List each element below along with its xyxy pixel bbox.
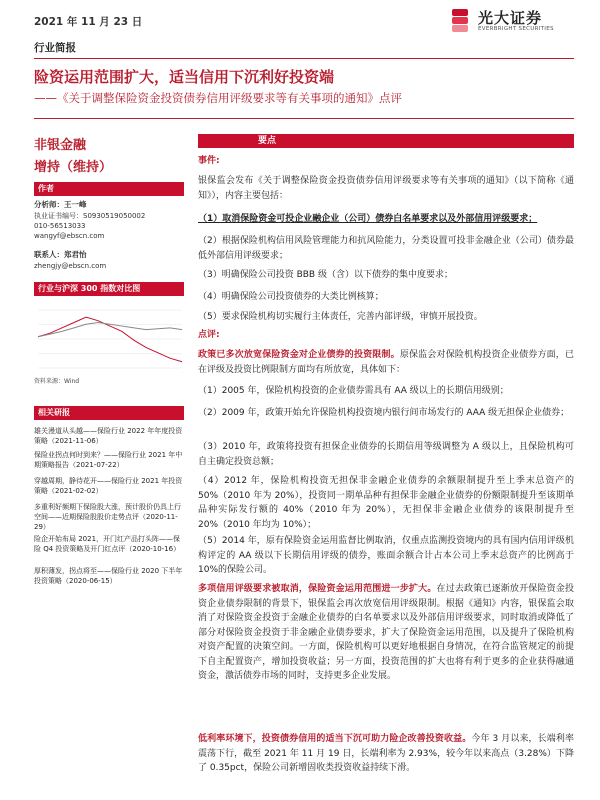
paragraph-2-lead: 多项信用评级要求被取消，保险资金运用范围进一步扩大。	[198, 584, 437, 594]
author-header: 作者	[34, 182, 184, 196]
analyst-license: 执业证书编号：S0930519050002	[34, 212, 146, 220]
event-item: （3）明确保险公司投资 BBB 级（含）以下债券的集中度要求；	[198, 270, 453, 280]
report-category: 行业简报	[34, 42, 76, 54]
event-item: （5）要求保险机构切实履行主体责任，完善内部评级，审慎开展投资。	[198, 312, 483, 322]
related-report[interactable]: 雄关漫道从头越——保险行业 2022 年年度投资策略（2021-11-06）	[34, 427, 183, 445]
chart-source: 资料来源：Wind	[34, 378, 80, 385]
contact-email[interactable]: zhengjy@ebscn.com	[34, 262, 107, 270]
page-subtitle: ——《关于调整保险资金投资债券信用评级要求等有关事项的通知》点评	[34, 91, 402, 105]
analyst-phone: 010-56513033	[34, 222, 86, 230]
paragraph-3-lead: 低利率环境下，投资债券信用的适当下沉可助力险企改善投资收益。	[198, 734, 472, 744]
paragraph-1	[198, 348, 574, 377]
paragraph-2-body: 在过去政策已逐渐放开保险资金投资企业债券限制的背景下，银保监会再次放宽信用评级限制。根据《通知》内容，银保监会取消了对保险资金投资于金融企业债券的白名单要求以及外部信用评级要求，同时取消或降低了部分对保险资金投资于非金融企业债券要求，扩大了保险资金运用范围，以及提升了保险机构对资产配置的决策空间。一方面，保险机构可以更好地根据自身情况，在符合监管规定的前提下自主配置资产，增加投资收益；另一方面，投资范围的扩大也将有利于更多的企业获得融通资金，激活债券市场的同时，支持更多企业发展。	[198, 584, 574, 681]
analyst-email[interactable]: wangyf@ebscn.com	[34, 232, 105, 240]
sector-label: 非银金融	[34, 138, 87, 153]
page-title: 险资运用范围扩大，适当信用下沉利好投资端	[34, 68, 335, 86]
event-label: 事件:	[198, 156, 220, 166]
logo-name-en: EVERBRIGHT SECURITIES	[478, 26, 554, 32]
paragraph-2	[198, 582, 574, 684]
industry-index-chart	[34, 306, 186, 374]
history-item: （4）2012 年，保险机构投资无担保非金融企业债券的余额限制提升至上季末总资产的 50%（2010 年为 20%），投资同一期单品种有担保非金融企业债券的份额限制提升至该期单品种实际发行额的 40%（2010 年为 20%），无担保非金融企业债券的该限制提升至 20%（2010 年均为 10%）；	[198, 476, 574, 530]
header-divider	[34, 58, 574, 59]
paragraph-1-body: 原保监会对保险机构投资企业债券方面，已在评级及投资比例限制方面均有所放宽，具体如下：	[198, 350, 574, 375]
report-date: 2021 年 11 月 23 日	[34, 16, 143, 28]
analyst-name: 分析师：王一峰	[34, 200, 87, 209]
chart-header: 行业与沪深 300 指数对比图	[34, 282, 184, 296]
paragraph-3-body: 今年 3 月以来，长端利率震荡下行，截至 2021 年 11 月 19 日，长端利率为 2.93%，较今年以来高点（3.28%）下降了 0.35pct，保险公司新增固收类投资收益持续下滑。	[198, 734, 574, 773]
related-report[interactable]: 穿越周期，静待花开——保险行业 2021 年投资策略（2021-02-02）	[34, 477, 183, 495]
event-item: （4）明确保险公司投资债券的大类比例核算；	[198, 292, 384, 302]
company-logo	[452, 6, 572, 36]
event-intro: 银保监会发布《关于调整保险资金投资债券信用评级要求等有关事项的通知》（以下简称《通知》），内容主要包括：	[198, 176, 574, 201]
related-report[interactable]: 险企开始布局 2021，开门红产品打头阵——保险 Q4 投资策略及开门红点评（2020-10-16）	[34, 535, 181, 553]
history-item: （1）2005 年，保险机构投资的企业债券需具有 AA 级以上的长期信用级别；	[198, 386, 509, 396]
contact-name: 联系人：郑君怡	[34, 250, 87, 259]
history-item: （3）2010 年，政策将投资有担保企业债券的长期信用等级调整为 A 级以上，且保险机构可自主确定投资总额；	[198, 442, 574, 467]
related-reports-header: 相关研报	[34, 406, 184, 420]
logo-mark-icon	[452, 9, 472, 33]
key-points-header: 要点	[198, 134, 574, 148]
related-report[interactable]: 厚积薄发，拐点将至——保险行业 2020 下半年投资策略（2020-06-15）	[34, 567, 183, 585]
logo-name: 光大证券	[478, 9, 543, 27]
rating-label: 增持（维持）	[34, 160, 113, 175]
history-item: （2）2009 年，政策开始允许保险机构投资境内银行间市场发行的 AAA 级无担保企业债券；	[198, 408, 570, 418]
history-item: （5）2014 年，原有保险资金运用监督比例取消，仅重点监测投资境内的具有国内信用评级机构评定的 AA 级以下长期信用评级的债券，账面余额合计占本公司上季末总资产的比例高于 10%的保险公司。	[198, 536, 574, 575]
title-divider	[34, 118, 574, 119]
paragraph-3	[198, 732, 574, 776]
event-item: （2）根据保险机构信用风险管理能力和抗风险能力，分类设置可投非金融企业（公司）债券最低外部信用评级要求；	[198, 236, 574, 261]
event-item: （1）取消保险资金可投企业融企业（公司）债券白名单要求以及外部信用评级要求；	[198, 214, 538, 224]
related-report[interactable]: 保险业拐点何时到来？——保险行业 2021 年中期策略报告（2021-07-22）	[34, 451, 183, 469]
paragraph-1-lead: 政策已多次放宽保险资金对企业债券的投资限制。	[198, 350, 400, 360]
comment-label: 点评:	[198, 330, 220, 340]
related-report[interactable]: 多重利好频期下保险股大涨，预计股价仍具上行空间——近期保险股股价走势点评（2020-11-29）	[34, 503, 181, 531]
